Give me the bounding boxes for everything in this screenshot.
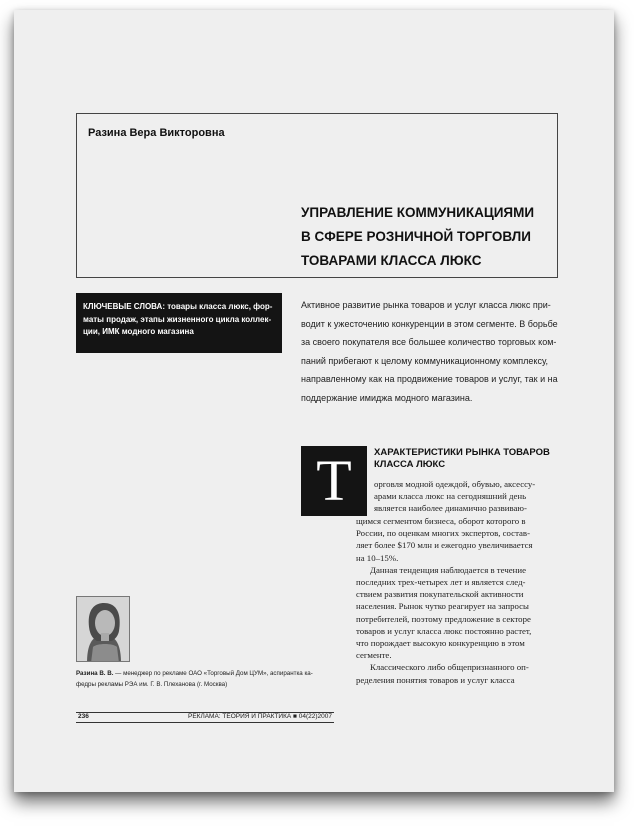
caption-name: Разина В. В. <box>76 670 114 677</box>
section-heading <box>374 447 564 471</box>
lead-paragraph <box>301 296 563 407</box>
page-number: 236 <box>78 713 89 720</box>
body-line: последних трех-четырех лет и является след- <box>356 577 526 588</box>
body-line: орговля модной одеждой, обувью, аксессу- <box>374 479 536 489</box>
author-name: Разина Вера Викторовна <box>88 127 225 139</box>
lead-line: направленному как на продвижение товаров и услуг, так и на <box>301 374 558 384</box>
caption-text: — менеджер по рекламе ОАО «Торговый Дом ЦУМ», аспирантка ка- <box>113 670 313 677</box>
keywords-text: маты продаж, этапы жизненного цикла коллек- <box>83 314 272 324</box>
keywords-text: товары класса люкс, фор- <box>165 302 273 311</box>
author-photo <box>76 596 130 662</box>
drop-cap: Т <box>301 446 367 516</box>
body-column-top <box>374 478 564 515</box>
body-line: Данная тенденция наблюдается в течение <box>370 564 526 575</box>
keywords-label: КЛЮЧЕВЫЕ СЛОВА: <box>83 302 165 311</box>
body-line: населения. Рынок чутко реагирует на запросы <box>356 601 529 612</box>
body-line: потребителей, поэтому предложение в секторе <box>356 613 531 624</box>
lead-line: за своего покупателя все большее количество торговых ком- <box>301 337 557 347</box>
body-column <box>356 515 564 686</box>
article-title <box>301 201 551 273</box>
body-line: ляет более $170 млн и ежегодно увеличивается <box>356 540 533 551</box>
title-line: УПРАВЛЕНИЕ КОММУНИКАЦИЯМИ <box>301 205 535 220</box>
body-line: Классического либо общепризнанного оп- <box>370 662 529 673</box>
title-line: ТОВАРАМИ КЛАССА ЛЮКС <box>301 253 482 268</box>
lead-line: водит к ужесточению конкуренции в этом сегменте. В борьбе <box>301 318 558 329</box>
journal-name: РЕКЛАМА: ТЕОРИЯ И ПРАКТИКА ■ 04(22)2007 <box>187 713 332 720</box>
caption-line <box>76 668 338 679</box>
lead-line: поддержание имиджа модного магазина. <box>301 392 473 403</box>
body-line: на 10–15%. <box>356 552 399 563</box>
page-footer <box>76 712 334 723</box>
lead-line: Активное развитие рынка товаров и услуг класса люкс при- <box>301 300 551 310</box>
body-line: что порождает высокую конкуренцию в этом <box>356 638 525 649</box>
portrait-image <box>77 597 130 662</box>
caption-line: федры рекламы РЭА им. Г. В. Плеханова (г. Москва) <box>76 681 228 688</box>
body-line: ствием развития покупательской активности <box>356 589 524 600</box>
body-line: является наиболее динамично развиваю- <box>374 503 527 514</box>
keywords-box <box>76 293 282 353</box>
body-line: сегменте. <box>356 650 392 661</box>
body-line: ределения понятия товаров и услуг класса <box>356 674 515 685</box>
lead-line: паний прибегают к целому коммуникационному комплексу, <box>301 355 549 366</box>
body-line: России, по оценкам многих экспертов, состав- <box>356 528 531 539</box>
keywords-text: ции, ИМК модного магазина <box>83 327 194 336</box>
section-heading-line: ХАРАКТЕРИСТИКИ РЫНКА ТОВАРОВ <box>374 447 550 458</box>
body-line: щимся сегментом бизнеса, оборот которого в <box>356 516 526 526</box>
body-line: товаров и услуг класса люкс постоянно растет, <box>356 625 532 636</box>
author-caption <box>76 668 338 690</box>
title-line: В СФЕРЕ РОЗНИЧНОЙ ТОРГОВЛИ <box>301 229 531 244</box>
body-line: арами класса люкс на сегодняшний день <box>374 491 527 502</box>
section-heading-line: КЛАССА ЛЮКС <box>374 459 446 470</box>
